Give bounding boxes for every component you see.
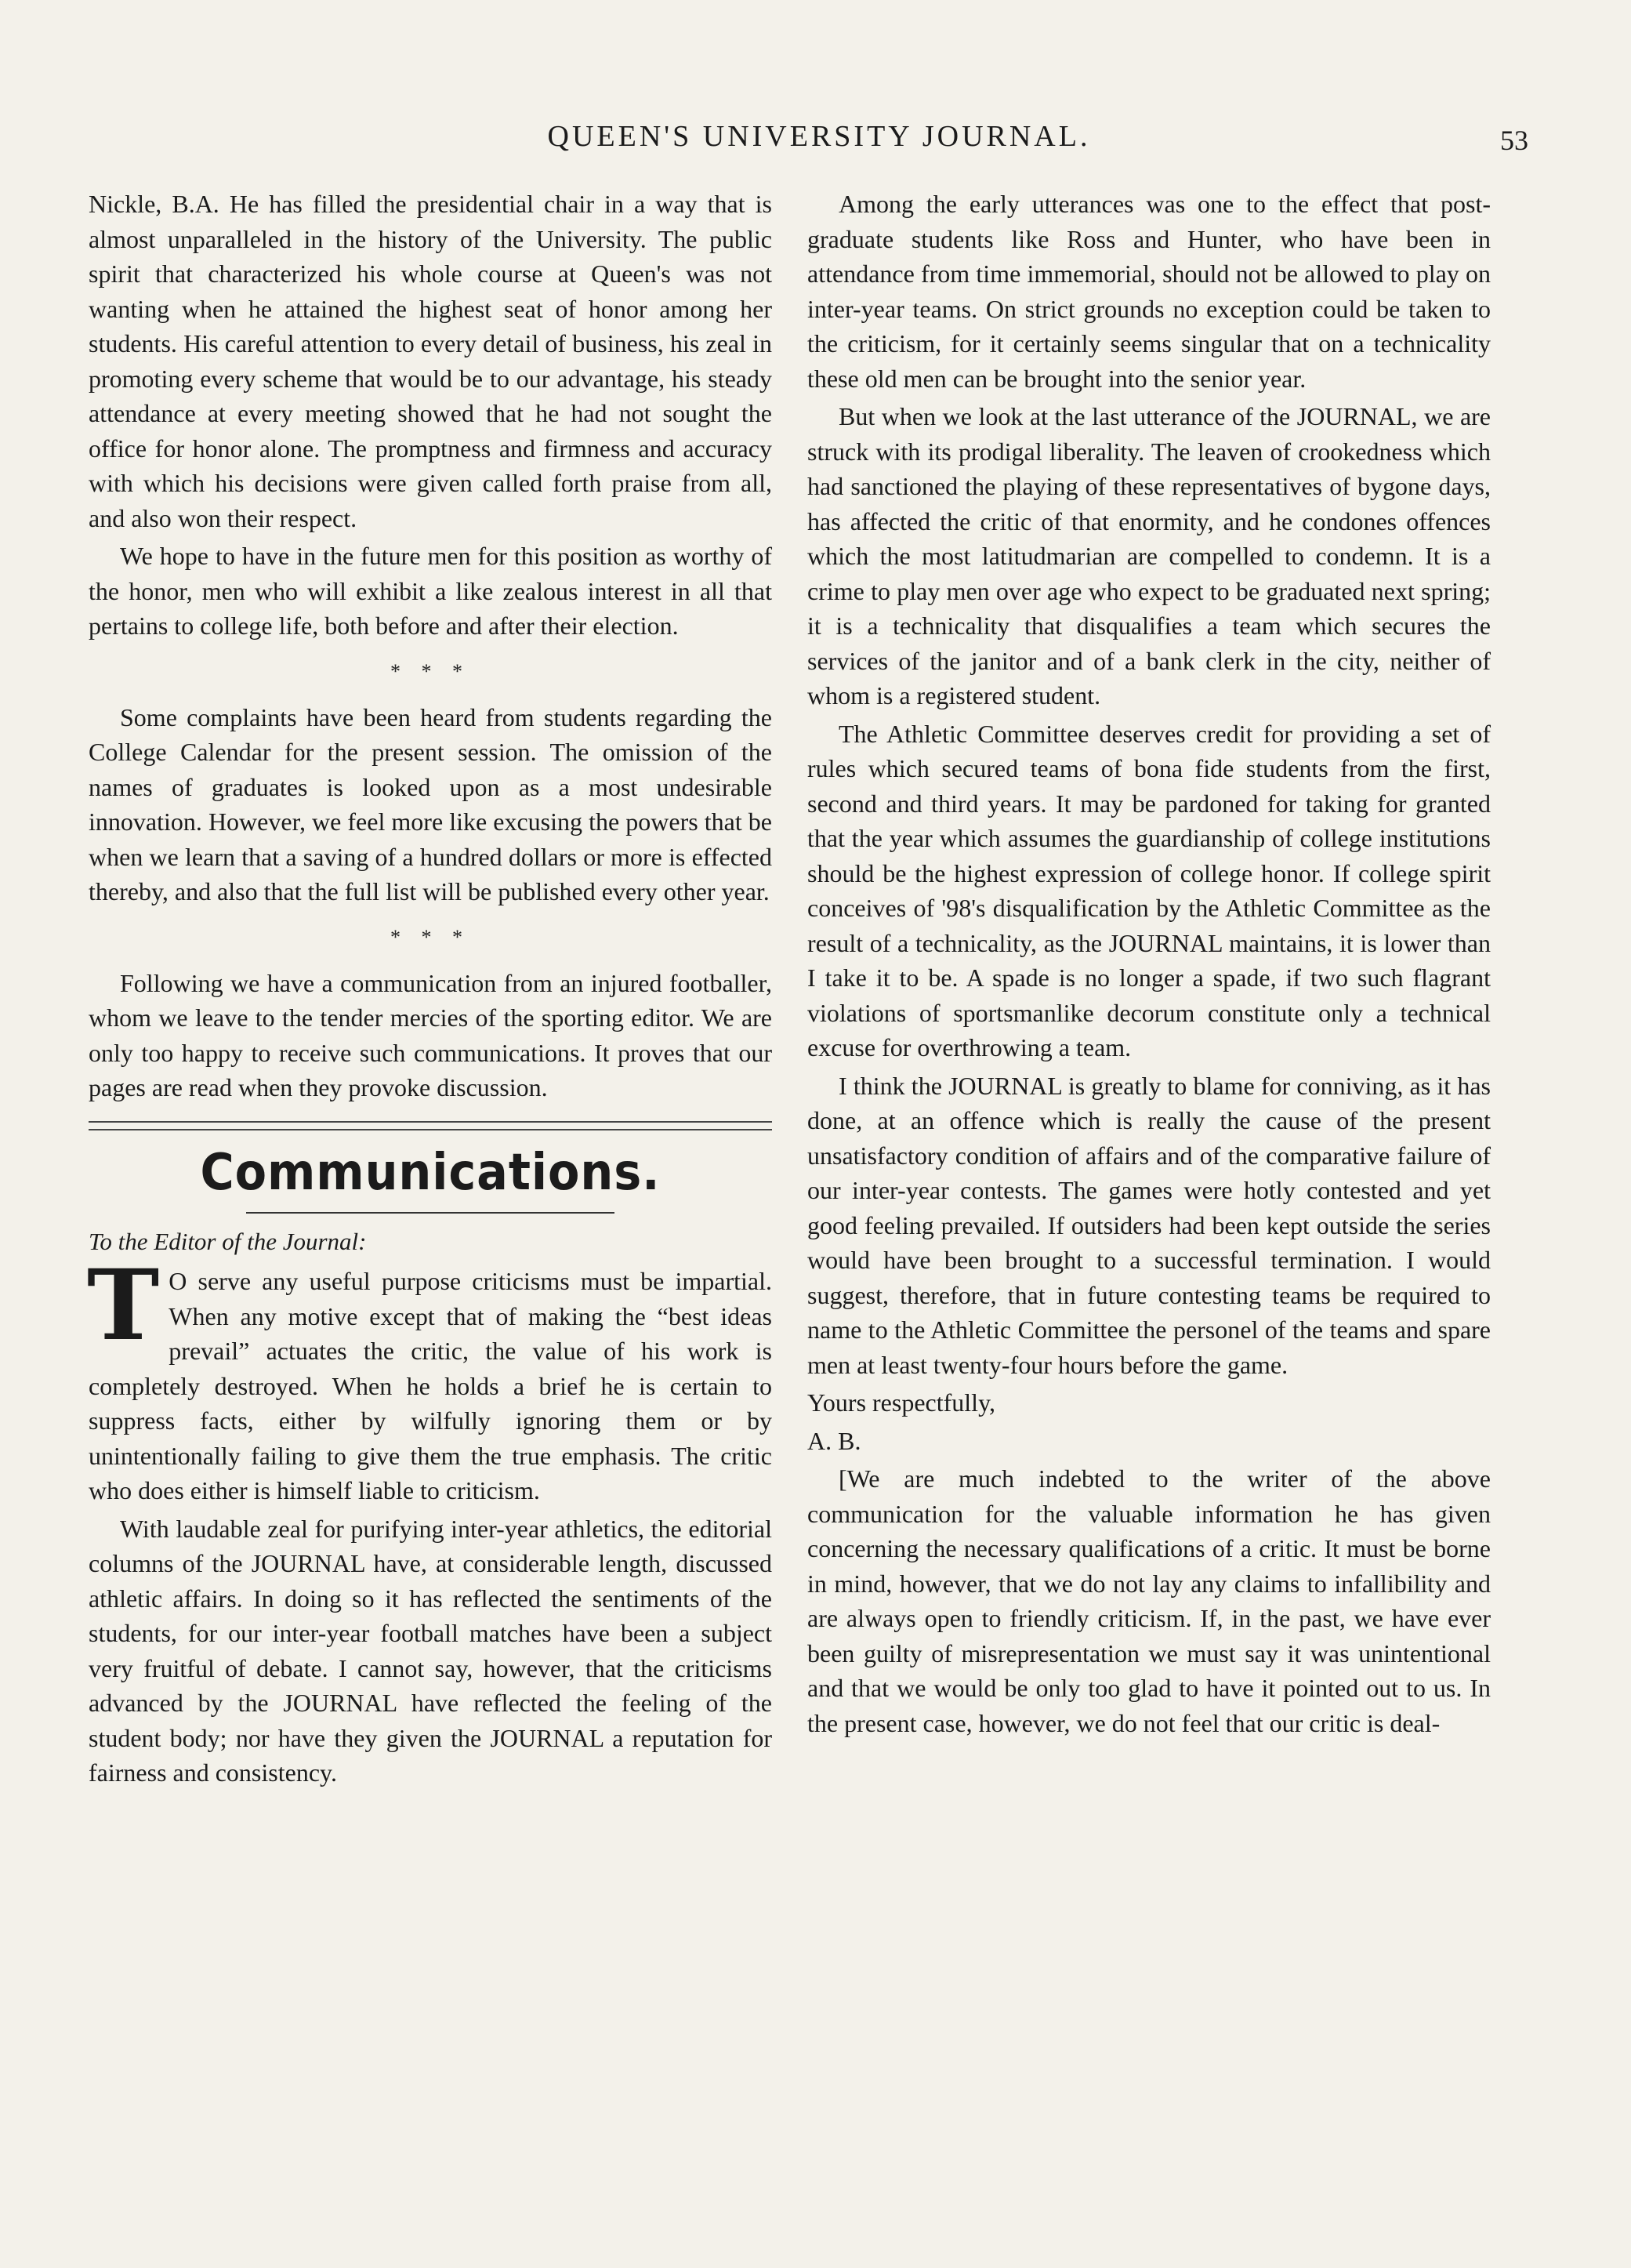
letter-closing: Yours respectfully,	[807, 1388, 995, 1417]
paragraph-inter-year-athletics: With laudable zeal for purifying inter-year athletics, the editorial columns of the JOURNAL have, at considerable length, discussed athletic affairs. In doing so it has reflected the sentiments of the students, for our inter-year football matches have been a subject very fruitful of debate. I cannot say, however, that the criticisms advanced by the JOURNAL have reflected the feeling of the student body; nor have they given the JOURNAL a reputation for fairness and consistency.	[89, 1514, 772, 1787]
page-number: 53	[1500, 125, 1528, 156]
section-break-stars: * * *	[390, 659, 470, 683]
letter-signature: A. B.	[807, 1426, 861, 1455]
paragraph-journal-blame: I think the JOURNAL is greatly to blame for conniving, as it has done, at an offence which is really the cause of the present unsatisfactory condition of affairs and of the comparative failure of our inter-year contests. The games were hotly contested and yet good feeling prevailed. If outsiders had been kept outside the series would have been brought to a successful termination. I would suggest, therefore, that in future contesting teams be required to name to the Athletic Committee the personel of the teams and spare men at least twenty-four hours before the game.	[807, 1071, 1491, 1379]
section-heading: Communications.	[200, 1143, 661, 1202]
section-break-stars: * * *	[390, 925, 470, 949]
right-column	[807, 187, 1491, 1740]
running-header	[86, 119, 1552, 166]
paragraph-presidency: Nickle, B.A. He has filled the presidential chair in a way that is almost unparalleled in the history of the University. The public spirit that characterized his whole course at Queen's was not wanting when he attained the highest seat of honor among her students. His careful attention to every detail of business, his zeal in promoting every scheme that would be to our advantage, his steady attendance at every meeting showed that he had not sought the office for honor alone. The promptness and firmness and accuracy with which his decisions were given called forth praise from all, and also won their respect.	[89, 190, 772, 532]
paragraph-editor-reply: [We are much indebted to the writer of the above communication for the valuable information he has given concerning the necessary qualifications of a critic. It must be borne in mind, however, that we do not lay any claims to infallibility and are always open to friendly criticism. If, in the past, we have ever been guilty of misrepresentation we must say it was unintentional and that we would be only too glad to have it pointed out to us. In the present case, however, we do not feel that our critic is deal-	[807, 1464, 1491, 1737]
paragraph-communication-intro: Following we have a communication from an injured footballer, whom we leave to the tender mercies of the sporting editor. We are only too happy to receive such communications. It proves that our pages are read when they provoke discussion.	[89, 968, 772, 1101]
double-rule-divider	[89, 1121, 772, 1130]
paragraph-calendar: Some complaints have been heard from students regarding the College Calendar for the present session. The omission of the names of graduates is looked upon as a most undesirable innovation. However, we feel more like excusing the powers that be when we learn that a saving of a hundred dollars or more is effected thereby, and also that the full list will be published every other year.	[89, 702, 772, 905]
paragraph-early-utterances: Among the early utterances was one to the effect that post-graduate students like Ross and Hunter, who have been in attendance from time immemorial, should not be allowed to play on inter-year teams. On strict grounds no exception could be taken to the criticism, for it certainly seems singular that on a technicality these old men can be brought into the senior year.	[807, 190, 1491, 393]
running-title: QUEEN'S UNIVERSITY JOURNAL.	[547, 120, 1091, 153]
paragraph-athletic-committee: The Athletic Committee deserves credit for providing a set of rules which secured teams of bona fide students from the first, second and third years. It may be pardoned for taking for granted that the year which assumes the guardianship of college institutions should be the highest expression of college honor. If college spirit conceives of '98's disqualification by the Athletic Committee as the result of a technicality, as the JOURNAL maintains, it is lower than I take it to be. A spade is no longer a spade, if two such flagrant violations of sportsmanlike decorum constitute only a technical excuse for overthrowing a team.	[807, 719, 1491, 1061]
drop-cap: T	[87, 1249, 160, 1363]
letter-salutation: To the Editor of the Journal:	[89, 1227, 367, 1255]
paragraph-last-utterance: But when we look at the last utterance of the JOURNAL, we are struck with its prodigal liberality. The leaven of crookedness which had sanctioned the playing of these representatives of bygone days, has affected the critic of that enormity, and he condones offences which the most latitudmarian are compelled to condemn. It is a crime to play men over age who expect to be graduated next spring; it is a technicality that disqualifies a team which secures the services of the janitor and of a bank clerk in the city, neither of whom is a registered student.	[807, 402, 1491, 709]
paragraph-letter-opening-text: O serve any useful purpose criticisms must be impartial. When any motive except that of making the “best ideas prevail” actuates the critic, the value of his work is completely destroyed. When he holds a brief he is certain to suppress facts, either by wilfully ignoring them or by unintentionally failing to give them the true emphasis. The critic who does either is himself liable to criticism.	[89, 1267, 772, 1504]
paragraph-letter-opening	[87, 1249, 772, 1508]
left-column	[89, 187, 772, 1791]
heading-underline	[246, 1212, 614, 1214]
paragraph-future-men: We hope to have in the future men for this position as worthy of the honor, men who will exhibit a like zealous interest in all that pertains to college life, both before and after their election.	[89, 542, 772, 640]
